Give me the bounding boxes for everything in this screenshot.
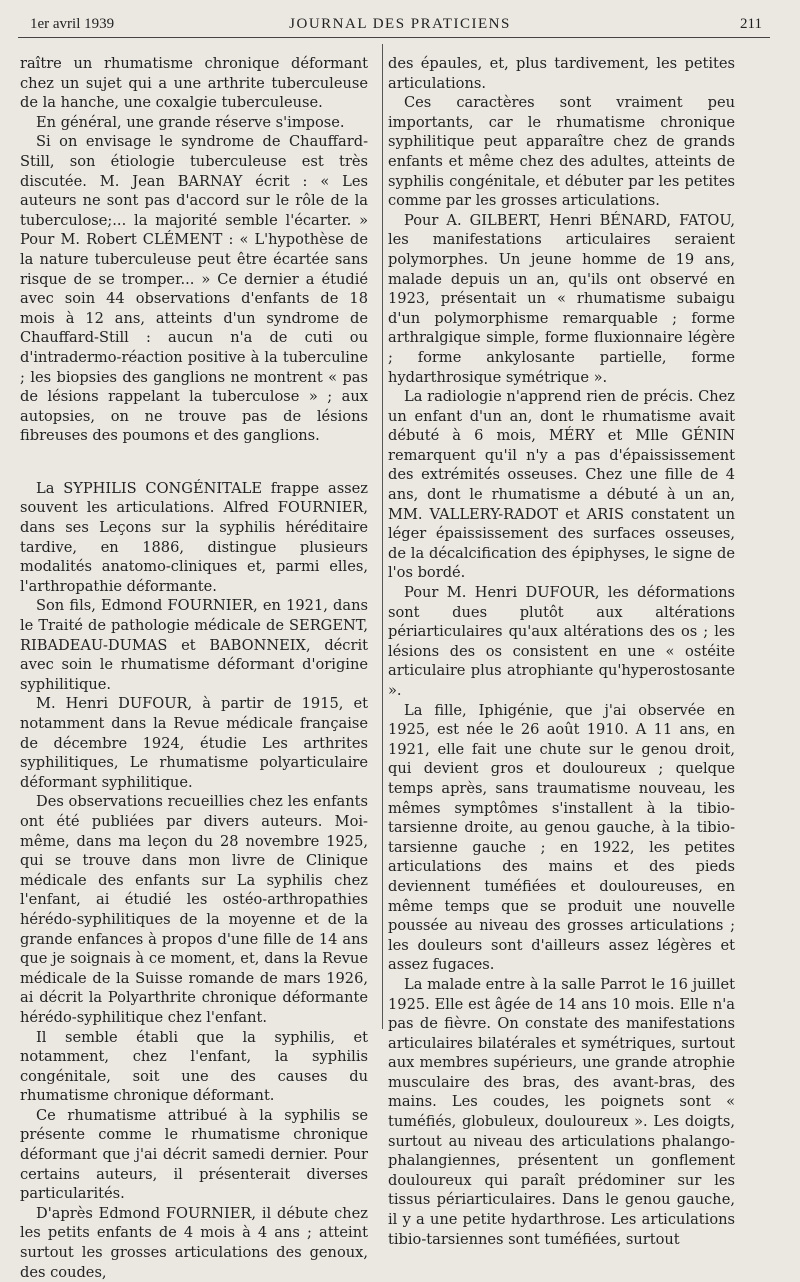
paragraph: M. Henri DUFOUR, à partir de 1915, et notamment dans la Revue médicale française de décembre 1924, étudie Les arthrites syphilitiques, Le rhumatisme polyarticulaire déformant syphilitique.	[20, 695, 368, 791]
right-column	[388, 54, 735, 1249]
paragraph: des épaules, et, plus tardivement, les petites articulations.	[388, 55, 735, 92]
paragraph: Des observations recueillies chez les enfants ont été publiées par divers auteurs. Moi-même, dans ma leçon du 28 novembre 1925, qui se trouve dans mon livre de Clinique médicale des enfants sur La syphilis chez l'enfant, ai étudié les ostéo-arthropathies hérédo-syphilitiques de la moyenne et de la grande enfances à propos d'une fille de 14 ans que je soignais à ce moment, et, dans la Revue médicale de la Suisse romande de mars 1926, ai décrit la Polyarthrite chronique déformante hérédo-syphilitique chez l'enfant.	[20, 793, 368, 1026]
paragraph: Son fils, Edmond FOURNIER, en 1921, dans le Traité de pathologie médicale de SERGENT, RIBADEAU-DUMAS et BABONNEIX, décrit avec soin le rhumatisme déformant d'origine syphilitique.	[20, 597, 368, 693]
paragraph: La SYPHILIS CONGÉNITALE frappe assez souvent les articulations. Alfred FOURNIER, dans ses Leçons sur la syphilis héréditaire tardive, en 1886, distingue plusieurs modalités anatomo-cliniques et, parmi elles, l'arthropathie déformante.	[20, 479, 368, 595]
paragraph: En général, une grande réserve s'impose.	[36, 113, 345, 131]
page-header	[30, 14, 770, 36]
paragraph: La fille, Iphigénie, que j'ai observée en 1925, est née le 26 août 1910. A 11 ans, en 1921, elle fait une chute sur le genou droit, qui devient gros et douloureux ; quelque temps après, sans traumatisme nouveau, les mêmes symptômes s'installent à la tibio-tarsienne droite, au genou gauche, à la tibio-tarsienne gauche ; en 1922, les petites articulations des mains et des pieds deviennent tuméfiées et douloureuses, en même temps que se produit une nouvelle poussée au niveau des grosses articulations ; les douleurs sont d'ailleurs assez légères et assez fugaces.	[388, 701, 735, 974]
paragraph: raître un rhumatisme chronique déformant chez un sujet qui a une arthrite tuberculeuse de la hanche, une coxalgie tuberculeuse.	[20, 55, 368, 112]
page-number: 211	[740, 16, 762, 32]
paragraph: Si on envisage le syndrome de Chauffard-Still, son étiologie tuberculeuse est très discutée. M. Jean BARNAY écrit : « Les auteurs ne sont pas d'accord sur le rôle de la tuberculose;... la majorité semble l'écarter. » Pour M. Robert CLÉMENT : « L'hypothèse de la nature tuberculeuse peut être écartée sans risque de se tromper... » Ce dernier a étudié avec soin 44 observations d'enfants de 18 mois à 12 ans, atteints d'un syndrome de Chauffard-Still : aucun n'a de cuti ou d'intradermo-réaction positive à la tuberculine ; les biopsies des ganglions ne montrent « pas de lésions rappelant la tuberculose » ; aux autopsies, on ne trouve pas de lésions fibreuses des poumons et des ganglions.	[20, 133, 368, 445]
header-date: 1er avril 1939	[30, 16, 115, 32]
column-divider	[382, 44, 383, 1029]
left-column	[20, 54, 368, 1282]
section-gap	[20, 446, 368, 479]
paragraph: Ce rhumatisme attribué à la syphilis se présente comme le rhumatisme chronique déformant que j'ai décrit samedi dernier. Pour certains auteurs, il présenterait diverses particularités.	[20, 1106, 368, 1203]
paragraph: D'après Edmond FOURNIER, il débute chez les petits enfants de 4 mois à 4 ans ; atteint surtout les grosses articulations des genoux, des coudes,	[20, 1204, 368, 1281]
paragraph: La radiologie n'apprend rien de précis. Chez un enfant d'un an, dont le rhumatisme avait débuté à 6 mois, MÉRY et Mlle GÉNIN remarquent qu'il n'y a pas d'épaississement des extrémités osseuses. Chez une fille de 4 ans, dont le rhumatisme a débuté à un an, MM. VALLERY-RADOT et ARIS constatent un léger épaississement des surfaces osseuses, de la décalcification des épiphyses, le signe de l'os bordé.	[388, 388, 735, 582]
header-rule	[18, 37, 770, 38]
journal-title: JOURNAL DES PRATICIENS	[289, 16, 511, 32]
paragraph: Il semble établi que la syphilis, et notamment, chez l'enfant, la syphilis congénitale, soit une des causes du rhumatisme chronique déformant.	[20, 1028, 368, 1105]
paragraph: La malade entre à la salle Parrot le 16 juillet 1925. Elle est âgée de 14 ans 10 mois. Elle n'a pas de fièvre. On constate des manifestations articulaires bilatérales et symétriques, surtout aux membres supérieurs, une grande atrophie musculaire des bras, des avant-bras, des mains. Les coudes, les poignets sont « tuméfiés, globuleux, douloureux ». Les doigts, surtout au niveau des articulations phalango-phalangiennes, présentent un gonflement douloureux qui paraît prédominer sur les tissus périarticulaires. Dans le genou gauche, il y a une petite hydarthrose. Les articulations tibio-tarsiennes sont tuméfiées, surtout	[388, 975, 735, 1248]
paragraph: Pour M. Henri DUFOUR, les déformations sont dues plutôt aux altérations périarticulaires qu'aux altérations des os ; les lésions des os consistent en une « ostéite articulaire plus atrophiante qu'hyperostosante ».	[388, 584, 735, 699]
paragraph: Ces caractères sont vraiment peu importants, car le rhumatisme chronique syphilitique peut apparaître chez de grands enfants et même chez des adultes, atteints de syphilis congénitale, et débuter par les petites comme par les grosses articulations.	[388, 94, 735, 210]
paragraph: Pour A. GILBERT, Henri BÉNARD, FATOU, les manifestations articulaires seraient polymorphes. Un jeune homme de 19 ans, malade depuis un an, qu'ils ont observé en 1923, présentait un « rhumatisme subaigu d'un polymorphisme remarquable ; forme arthralgique simple, forme fluxionnaire légère ; forme ankylosante partielle, forme hydarthrosique symétrique ».	[388, 211, 735, 386]
